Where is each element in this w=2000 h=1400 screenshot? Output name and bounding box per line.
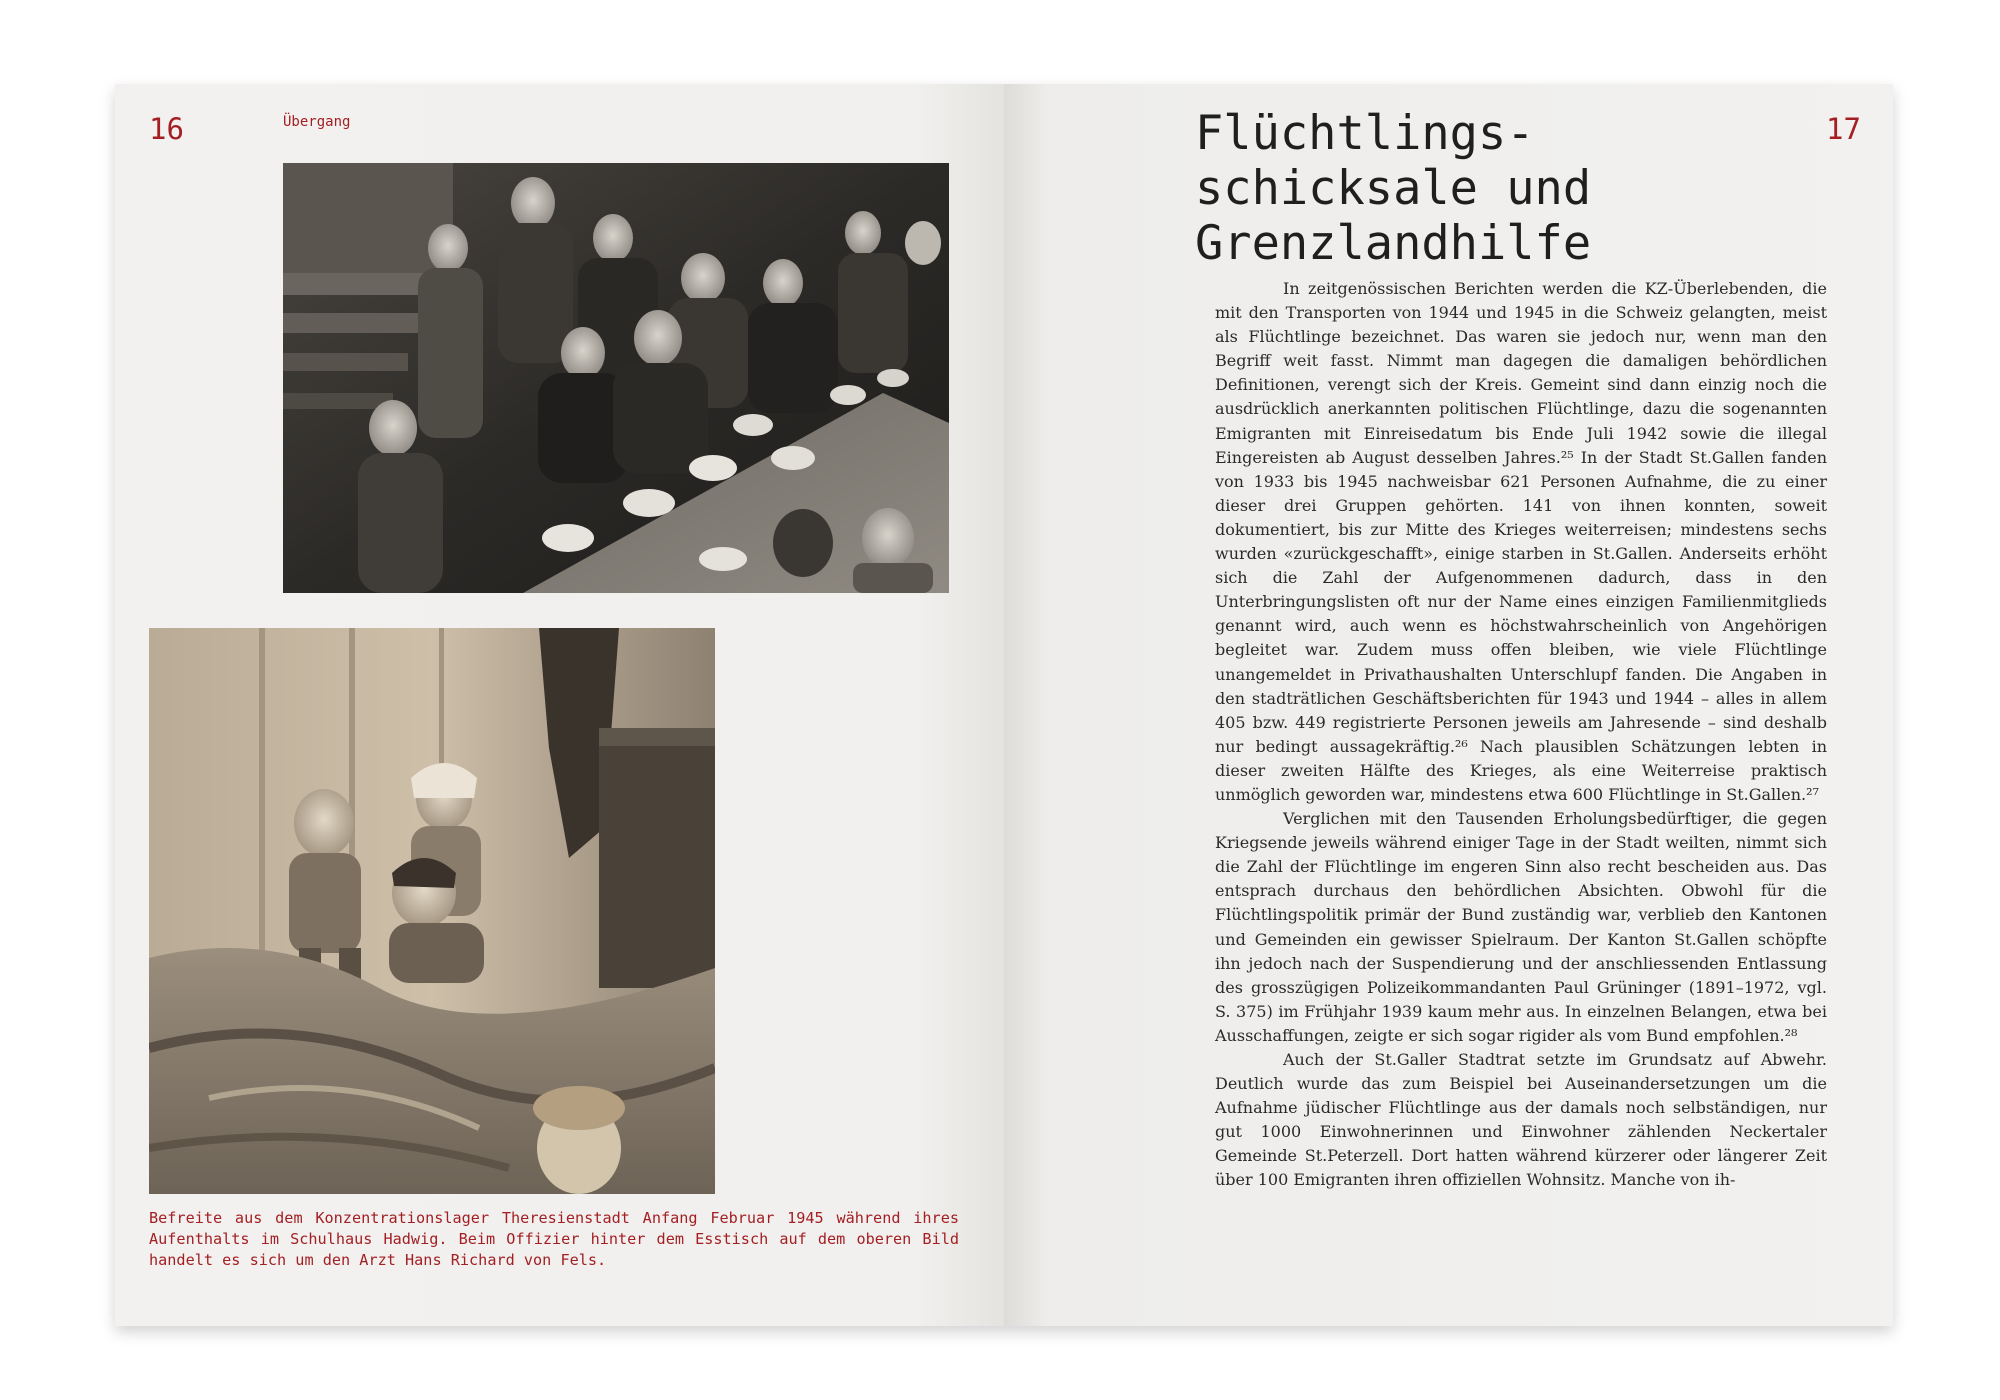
chapter-title-line-3: Grenzlandhilfe [1195,216,1592,271]
chapter-title-line-2: schicksale und [1195,161,1592,216]
running-head: Übergang [283,114,351,130]
paragraph-1: In zeitgenössischen Berichten werden die KZ-Überlebenden, die mit den Transporten von 1944 und 1945 in die Schweiz gelangten, meist als Flüchtlinge bezeichnet. Das waren sie jedoch nur, wenn man den Begriff weit fasst. Nimmt man dagegen die damaligen behördlichen Definitionen, verengt sich der Kreis. Gemeint sind dann einzig noch die ausdrücklich anerkannten politischen Flüchtlinge, dazu die sogenannten Emigranten mit Einreisedatum bis Ende Juli 1942 sowie die illegal Eingereisten ab August desselben Jahres.²⁵ In der Stadt St.Gallen fanden von 1933 bis 1945 nachweisbar 621 Personen Aufnahme, die zu einer dieser drei Gruppen gehörten. 141 von ihnen konnten, soweit dokumentiert, bis zur Mitte des Krieges weiterreisen; mindestens sechs wurden «zurückgeschafft», einige starben in St.Gallen. Anderseits erhöht sich die Zahl der Aufgenommenen dadurch, dass in den Unterbringungslisten oft nur der Name eines einzigen Familienmitglieds genannt wird, auch wenn es höchstwahrscheinlich von Angehörigen begleitet war. Zudem muss offen bleiben, wie viele Flüchtlinge unangemeldet in Privathaushalten Unterschlupf fanden. Die Angaben in den stadträtlichen Geschäftsberichten für 1943 und 1944 – alles in allem 405 bzw. 449 registrierte Personen jeweils am Jahresende – sind deshalb nur bedingt aussagekräftig.²⁶ Nach plausiblen Schätzungen lebten in dieser zweiten Hälfte des Krieges, als eine Weiterreise praktisch unmöglich geworden war, mindestens etwa 600 Flüchtlinge in St.Gallen.²⁷ [1215,279,1827,804]
photo-children-straw [149,628,715,1194]
chapter-title-line-1: Flüchtlings- [1195,106,1535,161]
photo-dining-hall-image [283,163,949,593]
left-page [115,84,1004,1326]
right-page [1004,84,1893,1326]
chapter-title [1195,106,1591,271]
book-spread [115,84,1893,1326]
paragraph-3: Auch der St.Galler Stadtrat setzte im Grundsatz auf Abwehr. Deutlich wurde das zum Beispiel bei Auseinandersetzungen um die Aufnahme jüdischer Flüchtlinge aus der damals noch selbständigen, nur gut 1000 Einwohnerinnen und Einwohner zählenden Neckertaler Gemeinde St.Peterzell. Dort hatten während kürzerer oder längerer Zeit über 100 Emigranten ihren offiziellen Wohnsitz. Manche von ih- [1215,1050,1827,1190]
photo-dining-hall [283,163,949,593]
body-text [1215,277,1827,1193]
photo-children-straw-image [149,628,715,1194]
paragraph-2: Verglichen mit den Tausenden Erholungsbedürftiger, die gegen Kriegsende jeweils während einiger Tage in der Stadt weilten, nimmt sich die Zahl der Flüchtlinge im engeren Sinn also recht bescheiden aus. Das entsprach durchaus den behördlichen Absichten. Obwohl für die Flüchtlingspolitik primär der Bund zuständig war, verblieb den Kantonen und Gemeinden ein gewisser Spielraum. Der Kanton St.Gallen schöpfte ihn jedoch nach der Suspendierung und der anschliessenden Entlassung des grosszügigen Polizeikommandanten Paul Grüninger (1891–1972, vgl. S. 375) im Frühjahr 1939 kaum mehr aus. In einzelnen Belangen, etwa bei Ausschaffungen, zeigte er sich sogar rigider als vom Bund empfohlen.²⁸ [1215,809,1827,1045]
page-number-left: 16 [149,112,184,146]
page-number-right: 17 [1826,112,1861,146]
photo-caption: Befreite aus dem Konzentrationslager Theresienstadt Anfang Februar 1945 während ihres Aufenthalts im Schulhaus Hadwig. Beim Offizier hinter dem Esstisch auf dem oberen Bild handelt es sich um den Arzt Hans Richard von Fels. [149,1209,959,1269]
